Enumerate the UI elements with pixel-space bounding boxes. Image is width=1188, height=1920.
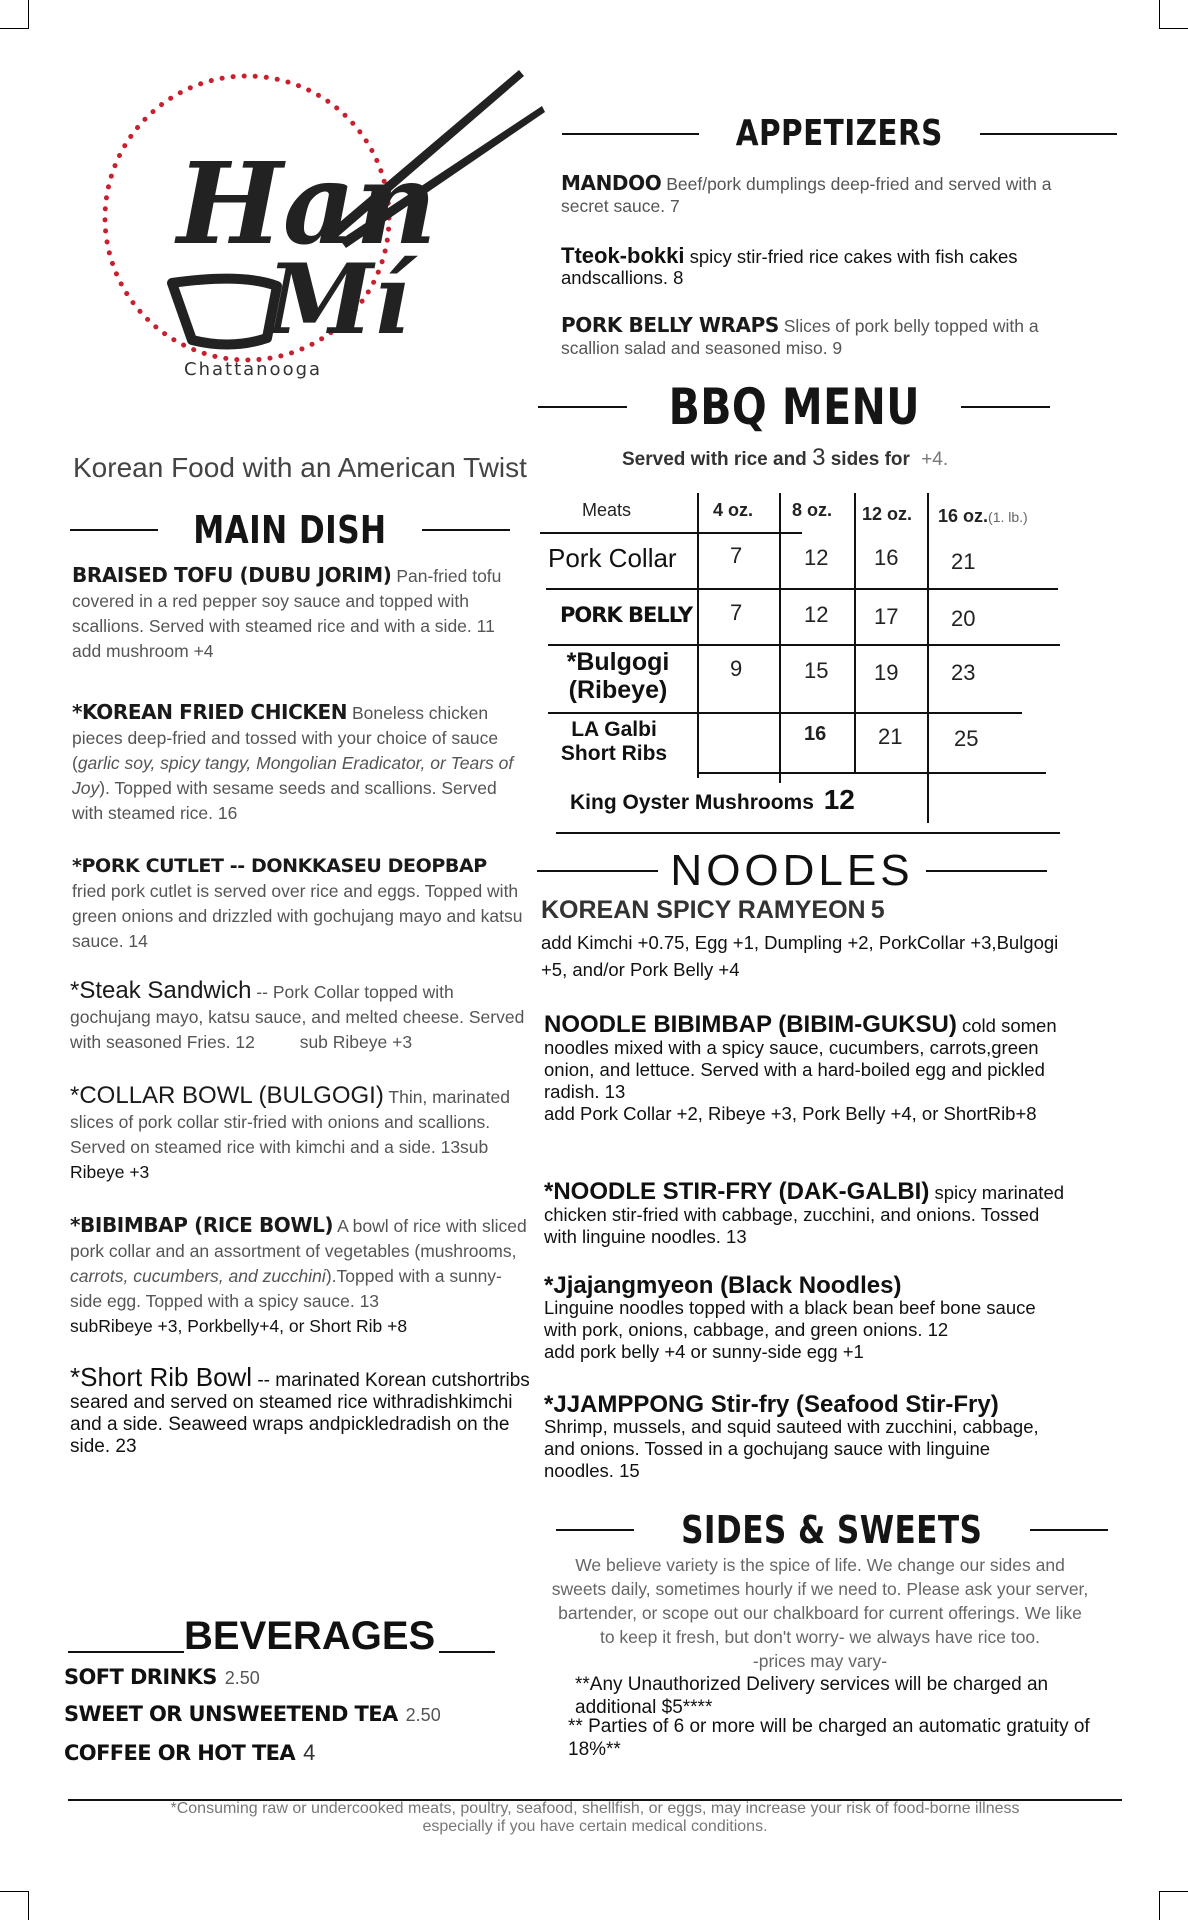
- noodle-desc: Shrimp, mussels, and squid sauteed with zucchini, cabbage, and onions. Tossed in a gochujang sauce with linguine noodles. 15: [544, 1416, 1039, 1481]
- bbq-price: 25: [954, 726, 979, 751]
- noodle-item: [544, 1391, 1064, 1482]
- bbq-extra-item: [570, 784, 855, 816]
- bbq-extra-price: 12: [823, 784, 855, 815]
- noodle-desc: cold: [962, 1015, 996, 1036]
- header-rule: [68, 1651, 184, 1653]
- bbq-price: 21: [951, 549, 976, 574]
- dish-name: *KOREAN FRIED CHICKEN: [72, 700, 348, 724]
- bbq-col-header: 8 oz.: [792, 500, 833, 520]
- dish-vegetables: carrots, cucumbers, and zucchini: [70, 1266, 326, 1286]
- noodle-name: *JJAMPPONG Stir-fry (Seafood Stir-Fry): [544, 1391, 999, 1418]
- bbq-meat: PORK BELLY: [560, 603, 693, 627]
- appetizer-desc: Beef/pork dumplings deep-fried and served with a secret sauce. 7: [561, 174, 1052, 216]
- table-rule: [697, 772, 1046, 774]
- bbq-subtitle-text: sides for: [830, 449, 910, 470]
- noodle-item: [544, 1272, 1064, 1363]
- bbq-price: 19: [874, 660, 899, 685]
- footer-line: *Consuming raw or undercooked meats, poultry, seafood, shellfish, or eggs, may increase your risk of food-borne illness: [170, 1800, 1020, 1817]
- sides-desc: We believe variety is the spice of life. We change our sides and sweets daily, sometimes hourly if we need to. Please ask your server, bartender, or scope out our chalkboard for current offerings. We like to keep it fresh, but don't worry- we always have rice too.: [551, 1555, 1089, 1647]
- beverage-item: [64, 1702, 441, 1726]
- bbq-subtitle-text: Served with rice and: [622, 449, 807, 470]
- table-rule: [854, 493, 856, 773]
- appetizer-name: Tteok-bokki: [561, 243, 685, 268]
- header-rule: [537, 870, 658, 872]
- noodle-desc: marinated chicken stir-fried with cabbage, zucchini, and onions. Tossed with linguine noodles. 13: [544, 1182, 1065, 1247]
- bbq-price: 12: [804, 602, 829, 627]
- table-rule: [556, 832, 1060, 834]
- dish-name: *Steak Sandwich: [70, 977, 252, 1004]
- appetizer-item: [561, 245, 1081, 288]
- sides-header: [556, 1508, 1108, 1552]
- bbq-col-header: 12 oz.: [862, 504, 913, 524]
- bbq-price: 17: [874, 604, 899, 629]
- sides-title: SIDES & SWEETS: [681, 1508, 983, 1552]
- noodle-price: 5: [870, 896, 885, 924]
- appetizer-name: PORK BELLY WRAPS: [561, 313, 779, 337]
- bbq-price-table: [540, 488, 1060, 838]
- beverages-header: [68, 1614, 495, 1659]
- logo-han-text: Han: [177, 139, 437, 270]
- beverage-price: 2.50: [224, 1668, 260, 1688]
- bbq-col-header: [938, 506, 1028, 527]
- logo-mi-text: Mí: [267, 243, 410, 356]
- main-dish-item: [72, 854, 532, 954]
- dish-extra: add mushroom +4: [72, 641, 214, 661]
- main-dish-item: [70, 1362, 530, 1458]
- beverage-item: [64, 1740, 315, 1766]
- noodles-header: [537, 846, 1047, 896]
- bbq-price: 7: [730, 600, 743, 625]
- noodle-desc: Linguine noodles topped with a black bean beef bone sauce with pork, onions, cabbage, and green onions. 12: [544, 1297, 1036, 1340]
- dish-name: *BIBIMBAP (RICE BOWL): [70, 1213, 334, 1237]
- beverage-price: 4: [303, 1740, 316, 1765]
- appetizer-item: [561, 314, 1081, 359]
- bbq-price: 15: [804, 658, 829, 683]
- bbq-price: 9: [730, 656, 743, 681]
- bowl-icon: [172, 279, 277, 345]
- dish-name: *COLLAR BOWL (BULGOGI): [70, 1082, 384, 1109]
- main-dish-item: [70, 978, 532, 1055]
- beverage-price: 2.50: [405, 1705, 441, 1725]
- crop-mark-top-left: [0, 0, 29, 29]
- bbq-meat: Pork Collar: [548, 543, 677, 573]
- bbq-col-header: 4 oz.: [713, 500, 754, 520]
- dish-name: *PORK CUTLET -- DONKKASEU DEOPBAP: [72, 855, 487, 877]
- table-rule: [540, 532, 802, 534]
- noodle-title-line: [541, 896, 1061, 924]
- dish-extra: sub Ribeye +3: [299, 1032, 413, 1052]
- dish-desc: Pan-fried tofu covered in a red pepper soy sauce and topped with scallions. Served with steamed rice and with a side. 11: [72, 566, 502, 636]
- bbq-meat-line: *Bulgogi: [566, 648, 670, 676]
- noodle-item: [544, 1011, 1084, 1125]
- dish-desc: fried pork cutlet is served over rice and eggs. Topped with green onions and drizzled with gochujang mayo and katsu sauce. 14: [72, 881, 523, 951]
- dish-desc: Thin, marinated slices of pork collar stir-fried with onions and scallions. Served on steamed rice with kimchi and a side. 13sub: [70, 1087, 510, 1157]
- noodle-name: KOREAN SPICY RAMYEON: [541, 896, 866, 924]
- table-rule: [697, 493, 699, 778]
- beverage-name: SWEET OR UNSWEETEND TEA: [64, 1702, 398, 1726]
- table-rule: [779, 493, 781, 783]
- footer-disclaimer: [68, 1800, 1122, 1836]
- bbq-meat-line: (Ribeye): [568, 676, 668, 704]
- table-rule: [548, 712, 1022, 714]
- bbq-header: [538, 378, 1050, 436]
- bbq-col-header-note: (1. lb.): [988, 509, 1028, 525]
- bbq-meat-line: LA Galbi: [571, 718, 657, 741]
- table-rule: [548, 644, 1060, 646]
- noodle-extra: add Pork Collar +2, Ribeye +3, Pork Belly +4, or ShortRib+8: [544, 1103, 1037, 1124]
- sides-price-note: -prices may vary-: [752, 1651, 888, 1671]
- appetizers-title: APPETIZERS: [735, 113, 944, 154]
- bbq-price: 16: [874, 545, 899, 570]
- beverages-title: BEVERAGES: [184, 1614, 436, 1658]
- delivery-note: **Any Unauthorized Delivery services will be charged an additional $5****: [575, 1674, 1049, 1718]
- table-rule: [546, 588, 1058, 590]
- dish-desc: -- marinated Korean cutshortribs seared and served on steamed rice withradishkimchi and a side. Seaweed wraps andpickledradish on the side. 23: [70, 1370, 530, 1457]
- bbq-price: 23: [951, 660, 976, 685]
- logo-city: Chattanooga: [184, 359, 323, 380]
- dish-desc: ). Topped with sesame seeds and scallions. Served with steamed rice. 16: [72, 778, 497, 823]
- appetizer-item: [561, 172, 1081, 217]
- main-dish-header: [70, 508, 510, 552]
- bbq-col-header: Meats: [582, 500, 632, 520]
- main-dish-item: [70, 1083, 532, 1185]
- bbq-subtitle: [622, 444, 948, 472]
- bbq-meat-line: Short Ribs: [560, 742, 668, 765]
- footer-line: especially if you have certain medical conditions.: [422, 1818, 768, 1835]
- dish-desc: -- Pork Collar topped with gochujang mayo, katsu sauce, and melted cheese. Served with seasoned Fries. 12: [70, 982, 525, 1052]
- main-dish-item: [72, 700, 532, 826]
- dish-name: BRAISED TOFU (DUBU JORIM): [72, 563, 392, 587]
- header-rule: [926, 870, 1047, 872]
- noodle-desc: spicy: [934, 1182, 977, 1203]
- bbq-title: BBQ MENU: [668, 378, 920, 436]
- bbq-extra-name: King Oyster Mushrooms: [570, 791, 814, 814]
- dish-extra: subRibeye +3, Porkbelly+4, or Short Rib +8: [70, 1316, 408, 1336]
- bbq-price: 7: [730, 543, 743, 568]
- bbq-price: 21: [878, 724, 903, 749]
- appetizer-name: MANDOO: [561, 171, 662, 195]
- main-dish-title: MAIN DISH: [193, 508, 387, 552]
- main-dish-item: [72, 563, 532, 664]
- beverage-name: SOFT DRINKS: [64, 1665, 217, 1689]
- crop-mark-bottom-right: [1159, 1891, 1188, 1920]
- bbq-subtitle-price: +4.: [921, 449, 949, 470]
- noodle-desc: somen noodles mixed with a spicy sauce, cucumbers, carrots,green onion, and lettuce. Served with a hard-boiled egg and pickled radish. 13: [544, 1015, 1057, 1102]
- noodle-item: [544, 1178, 1065, 1248]
- noodle-desc: add Kimchi +0.75, Egg +1, Dumpling +2, PorkCollar +3,Bulgogi +5, and/or Pork Belly +4: [541, 932, 1059, 980]
- dish-desc: Boneless chicken pieces deep-fried and tossed with your choice of sauce (: [72, 703, 499, 773]
- main-dish-item: [70, 1213, 532, 1339]
- party-note: ** Parties of 6 or more will be charged an automatic gratuity of 18%**: [568, 1716, 1090, 1760]
- header-rule: [439, 1651, 495, 1653]
- tagline: Korean Food with an American Twist: [73, 452, 527, 483]
- noodle-extra: add pork belly +4 or sunny-side egg +1: [544, 1341, 864, 1362]
- appetizer-desc: Slices of pork belly topped with a scallion salad and seasoned miso. 9: [561, 316, 1039, 358]
- noodle-name: NOODLE BIBIMBAP (BIBIM-GUKSU): [544, 1011, 957, 1038]
- beverage-item: [64, 1665, 260, 1689]
- bbq-price: 12: [804, 545, 829, 570]
- sides-description: [550, 1553, 1090, 1673]
- bbq-col-header-text: 16 oz.: [938, 506, 989, 526]
- beverage-name: COFFEE OR HOT TEA: [64, 1741, 296, 1765]
- dish-desc: ).Topped with a sunny-side egg. Topped with a spicy sauce. 13: [70, 1266, 502, 1311]
- noodle-name: *NOODLE STIR-FRY (DAK-GALBI): [544, 1178, 930, 1205]
- bbq-meat: [554, 718, 674, 766]
- bbq-meat: [558, 648, 678, 704]
- noodles-title: NOODLES: [670, 846, 914, 895]
- dish-extra: Ribeye +3: [70, 1162, 150, 1182]
- dish-desc: A bowl of rice with sliced pork collar and an assortment of vegetables (mushrooms,: [70, 1216, 527, 1261]
- dish-sauces: garlic soy, spicy tangy, Mongolian Eradicator, or Tears of Joy: [72, 753, 514, 798]
- han-mi-logo: [82, 58, 562, 438]
- crop-mark-bottom-left: [0, 1891, 29, 1920]
- dish-name: *Short Rib Bowl: [70, 1362, 253, 1392]
- noodle-item: [541, 896, 1061, 983]
- bbq-price: 16: [804, 723, 827, 745]
- noodle-name: *Jjajangmyeon (Black Noodles): [544, 1272, 902, 1299]
- crop-mark-top-right: [1159, 0, 1188, 29]
- appetizer-desc: spicy stir-fried rice cakes with fish cakes andscallions. 8: [561, 246, 1018, 288]
- bbq-price: 20: [951, 606, 976, 631]
- bbq-sides-count: 3: [812, 444, 826, 471]
- appetizers-header: [562, 113, 1117, 154]
